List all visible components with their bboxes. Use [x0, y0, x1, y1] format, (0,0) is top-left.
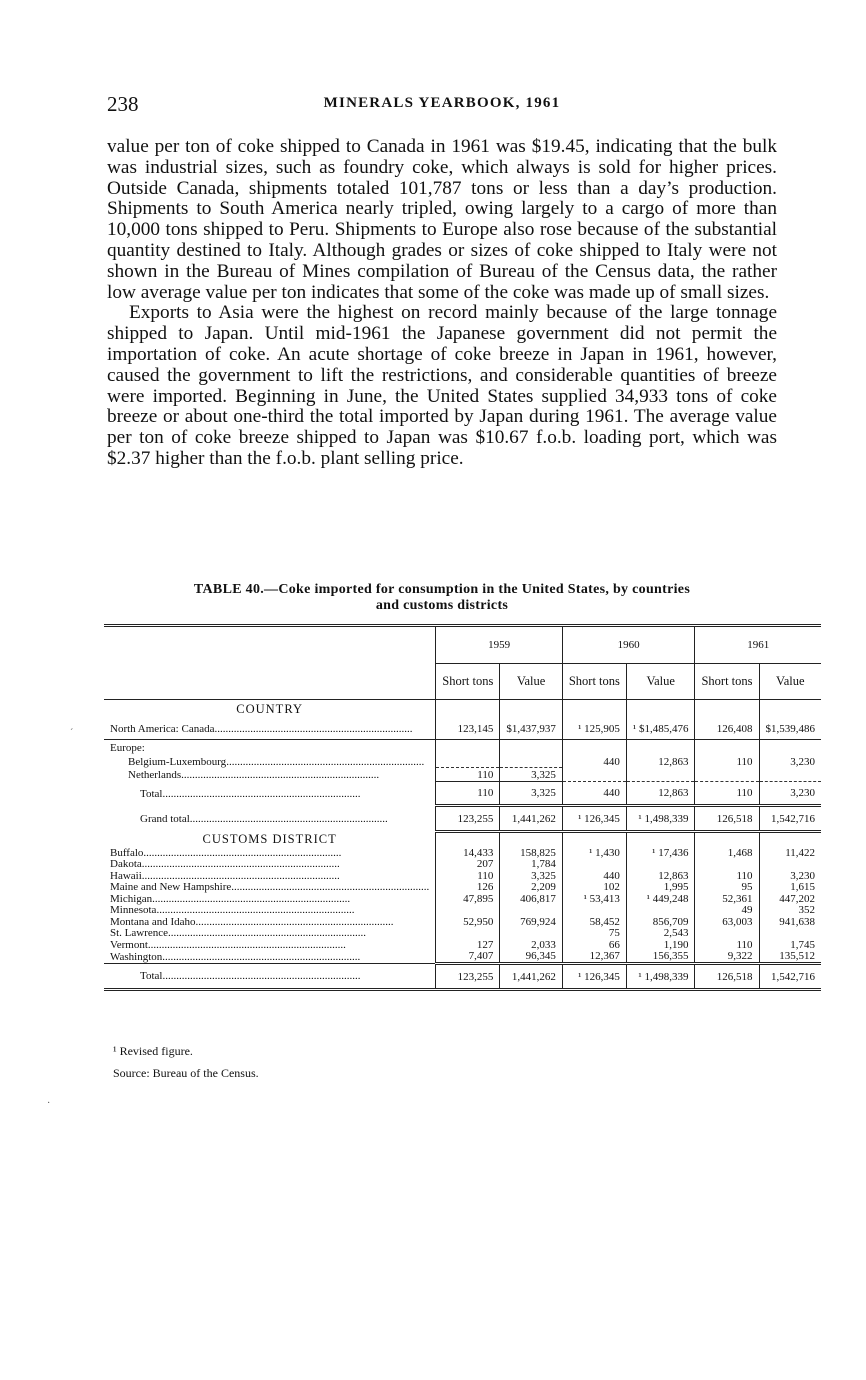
cell: 12,863	[626, 756, 695, 768]
cell: 1,190	[626, 940, 695, 952]
cell	[436, 905, 500, 917]
table-title-line: and customs districts	[375, 598, 509, 613]
cell: 1,615	[759, 882, 821, 894]
cell: ¹ 125,905	[562, 720, 626, 740]
cell	[562, 905, 626, 917]
cell: 110	[695, 756, 759, 768]
table-row	[104, 782, 821, 806]
cell: 66	[562, 940, 626, 952]
table-row	[104, 917, 821, 929]
scan-mark: ´	[70, 728, 74, 739]
cell: 123,255	[436, 806, 500, 832]
table-row	[104, 951, 821, 964]
cell: 63,003	[695, 917, 759, 929]
section-row	[104, 700, 821, 720]
section-heading: CUSTOMS DISTRICT	[202, 832, 337, 846]
row-label: Belgium-Luxembourg	[128, 755, 227, 768]
cell: 12,863	[626, 782, 695, 806]
column-header: Value	[500, 664, 563, 700]
table-row	[104, 768, 821, 782]
cell: 123,145	[436, 720, 500, 740]
cell	[759, 859, 821, 871]
table-row	[104, 859, 821, 871]
cell: 12,863	[626, 871, 695, 883]
column-header-row	[104, 664, 821, 700]
cell: 440	[562, 871, 626, 883]
cell: 127	[436, 940, 500, 952]
cell	[436, 756, 500, 768]
district-rows	[104, 848, 821, 964]
cell: 1,468	[695, 848, 759, 860]
body-text	[107, 137, 777, 470]
cell	[436, 928, 500, 940]
year-header-row	[104, 626, 821, 664]
cell: 7,407	[436, 951, 500, 964]
running-head: MINERALS YEARBOOK, 1961	[323, 95, 561, 111]
row-label: Hawaii	[110, 870, 142, 882]
cell	[500, 905, 563, 917]
cell: 52,950	[436, 917, 500, 929]
cell: ¹ 1,498,339	[626, 964, 695, 990]
row-label: Maine and New Hampshire	[110, 882, 232, 894]
cell: 158,825	[500, 848, 563, 860]
cell: $1,437,937	[500, 720, 563, 740]
section-row	[104, 832, 821, 848]
table-row	[104, 756, 821, 768]
cell: ¹ 53,413	[562, 894, 626, 906]
cell: 769,924	[500, 917, 563, 929]
row-label: Vermont	[110, 939, 148, 951]
scan-mark: ·	[47, 1098, 51, 1109]
cell	[500, 928, 563, 940]
cell: 1,995	[626, 882, 695, 894]
cell: 102	[562, 882, 626, 894]
table-title	[107, 582, 777, 614]
cell: 110	[695, 871, 759, 883]
table-row	[104, 848, 821, 860]
paragraph: value per ton of coke shipped to Canada in 1961 was $19.45, indicating that the bulk was industrial sizes, such as foundry coke, which always is sold for higher prices. Outside Canada, shipments totaled 101,787 tons or less than a day’s production. Shipments to South America nearly tripled, owing largely to a cargo of more than 10,000 tons shipped to Peru. Shipments to Europe also rose because of the substantial quantity destined to Italy. Although grades or sizes of coke shipped to Italy were not shown in the Bureau of Mines compilation of Bureau of the Census data, the rather low average value per ton indicates that some of the coke was made up of small sizes.	[107, 136, 777, 303]
table-row	[104, 964, 821, 990]
column-header: Short tons	[695, 664, 759, 700]
cell: 110	[436, 768, 500, 782]
cell: ¹ 1,430	[562, 848, 626, 860]
row-label: Minnesota	[110, 905, 157, 917]
table-row	[104, 806, 821, 832]
cell: 11,422	[759, 848, 821, 860]
page-header	[107, 92, 777, 118]
row-label: Total	[140, 970, 163, 982]
table-row	[104, 905, 821, 917]
cell: 1,745	[759, 940, 821, 952]
cell: 447,202	[759, 894, 821, 906]
cell: 1,542,716	[759, 964, 821, 990]
data-table	[104, 624, 821, 991]
cell: 352	[759, 905, 821, 917]
footnote: ¹ Revised figure.	[113, 1044, 193, 1058]
cell: 110	[695, 782, 759, 806]
cell: 3,230	[759, 871, 821, 883]
cell: 9,322	[695, 951, 759, 964]
row-label: Grand total	[140, 812, 190, 825]
cell: 96,345	[500, 951, 563, 964]
cell	[626, 905, 695, 917]
table-row	[104, 720, 821, 740]
cell: 126,408	[695, 720, 759, 740]
row-label: St. Lawrence	[110, 928, 169, 940]
column-header: Short tons	[436, 664, 500, 700]
cell: ¹ 126,345	[562, 806, 626, 832]
cell: 941,638	[759, 917, 821, 929]
row-label: Montana and Idaho	[110, 916, 196, 928]
cell: 156,355	[626, 951, 695, 964]
row-label: Total	[140, 787, 163, 800]
cell	[695, 928, 759, 940]
cell	[562, 859, 626, 871]
table-row	[104, 894, 821, 906]
cell: 2,543	[626, 928, 695, 940]
source-note: Source: Bureau of the Census.	[113, 1066, 259, 1080]
year-1961: 1961	[695, 626, 821, 664]
year-1959: 1959	[436, 626, 563, 664]
table-row	[104, 871, 821, 883]
row-label: Netherlands	[128, 768, 182, 781]
cell: 95	[695, 882, 759, 894]
cell: ¹ 449,248	[626, 894, 695, 906]
section-heading: COUNTRY	[236, 702, 303, 717]
cell: 1,441,262	[500, 964, 563, 990]
cell: 75	[562, 928, 626, 940]
cell: 49	[695, 905, 759, 917]
table-row	[104, 882, 821, 894]
cell: 1,542,716	[759, 806, 821, 832]
cell	[500, 756, 563, 768]
cell: 207	[436, 859, 500, 871]
cell: ¹ 1,498,339	[626, 806, 695, 832]
cell	[695, 859, 759, 871]
cell: 126,518	[695, 806, 759, 832]
cell: 2,209	[500, 882, 563, 894]
row-label: Washington	[110, 951, 163, 963]
cell	[695, 768, 759, 782]
cell: 1,441,262	[500, 806, 563, 832]
cell: 440	[562, 756, 626, 768]
cell: ¹ 126,345	[562, 964, 626, 990]
column-header: Value	[759, 664, 821, 700]
cell: ¹ 17,436	[626, 848, 695, 860]
cell	[562, 768, 626, 782]
cell: 2,033	[500, 940, 563, 952]
cell	[759, 768, 821, 782]
table-title-line: TABLE 40.—Coke imported for consumption in the United States, by countries	[193, 582, 691, 597]
cell: 14,433	[436, 848, 500, 860]
cell: 47,895	[436, 894, 500, 906]
cell	[759, 928, 821, 940]
cell: $1,539,486	[759, 720, 821, 740]
row-label: Dakota	[110, 859, 142, 871]
page-number: 238	[107, 92, 139, 116]
cell: 126,518	[695, 964, 759, 990]
cell: 440	[562, 782, 626, 806]
table-row	[104, 740, 821, 756]
row-label: North America: Canada	[110, 723, 215, 736]
row-label: Buffalo	[110, 847, 144, 859]
cell: 1,784	[500, 859, 563, 871]
cell: 3,230	[759, 782, 821, 806]
cell: 123,255	[436, 964, 500, 990]
cell: 3,325	[500, 782, 563, 806]
cell: 52,361	[695, 894, 759, 906]
table-row	[104, 928, 821, 940]
year-1960: 1960	[562, 626, 695, 664]
cell: 3,230	[759, 756, 821, 768]
cell: 856,709	[626, 917, 695, 929]
cell: 406,817	[500, 894, 563, 906]
table-row	[104, 940, 821, 952]
column-header: Short tons	[562, 664, 626, 700]
cell: 110	[436, 871, 500, 883]
cell: ¹ $1,485,476	[626, 720, 695, 740]
cell	[626, 768, 695, 782]
cell: 110	[436, 782, 500, 806]
cell: 135,512	[759, 951, 821, 964]
row-label: Europe:	[110, 741, 145, 754]
cell: 58,452	[562, 917, 626, 929]
cell: 3,325	[500, 768, 563, 782]
footnotes	[113, 1040, 259, 1084]
row-label: Michigan	[110, 893, 153, 905]
cell: 126	[436, 882, 500, 894]
cell: 110	[695, 940, 759, 952]
cell: 12,367	[562, 951, 626, 964]
column-header: Value	[626, 664, 695, 700]
cell: 3,325	[500, 871, 563, 883]
cell	[626, 859, 695, 871]
paragraph: Exports to Asia were the highest on record mainly because of the large tonnage shipped to Japan. Until mid-1961 the Japanese government did not permit the importation of coke. An acute shortage of coke breeze in Japan in 1961, however, caused the government to lift the restrictions, and considerable quantities of breeze were imported. Beginning in June, the United States supplied 34,933 tons of coke breeze or about one-third the total imported by Japan during 1961. The average value per ton of coke breeze shipped to Japan was $10.67 f.o.b. loading port, which was $2.37 higher than the f.o.b. plant selling price.	[107, 302, 777, 469]
